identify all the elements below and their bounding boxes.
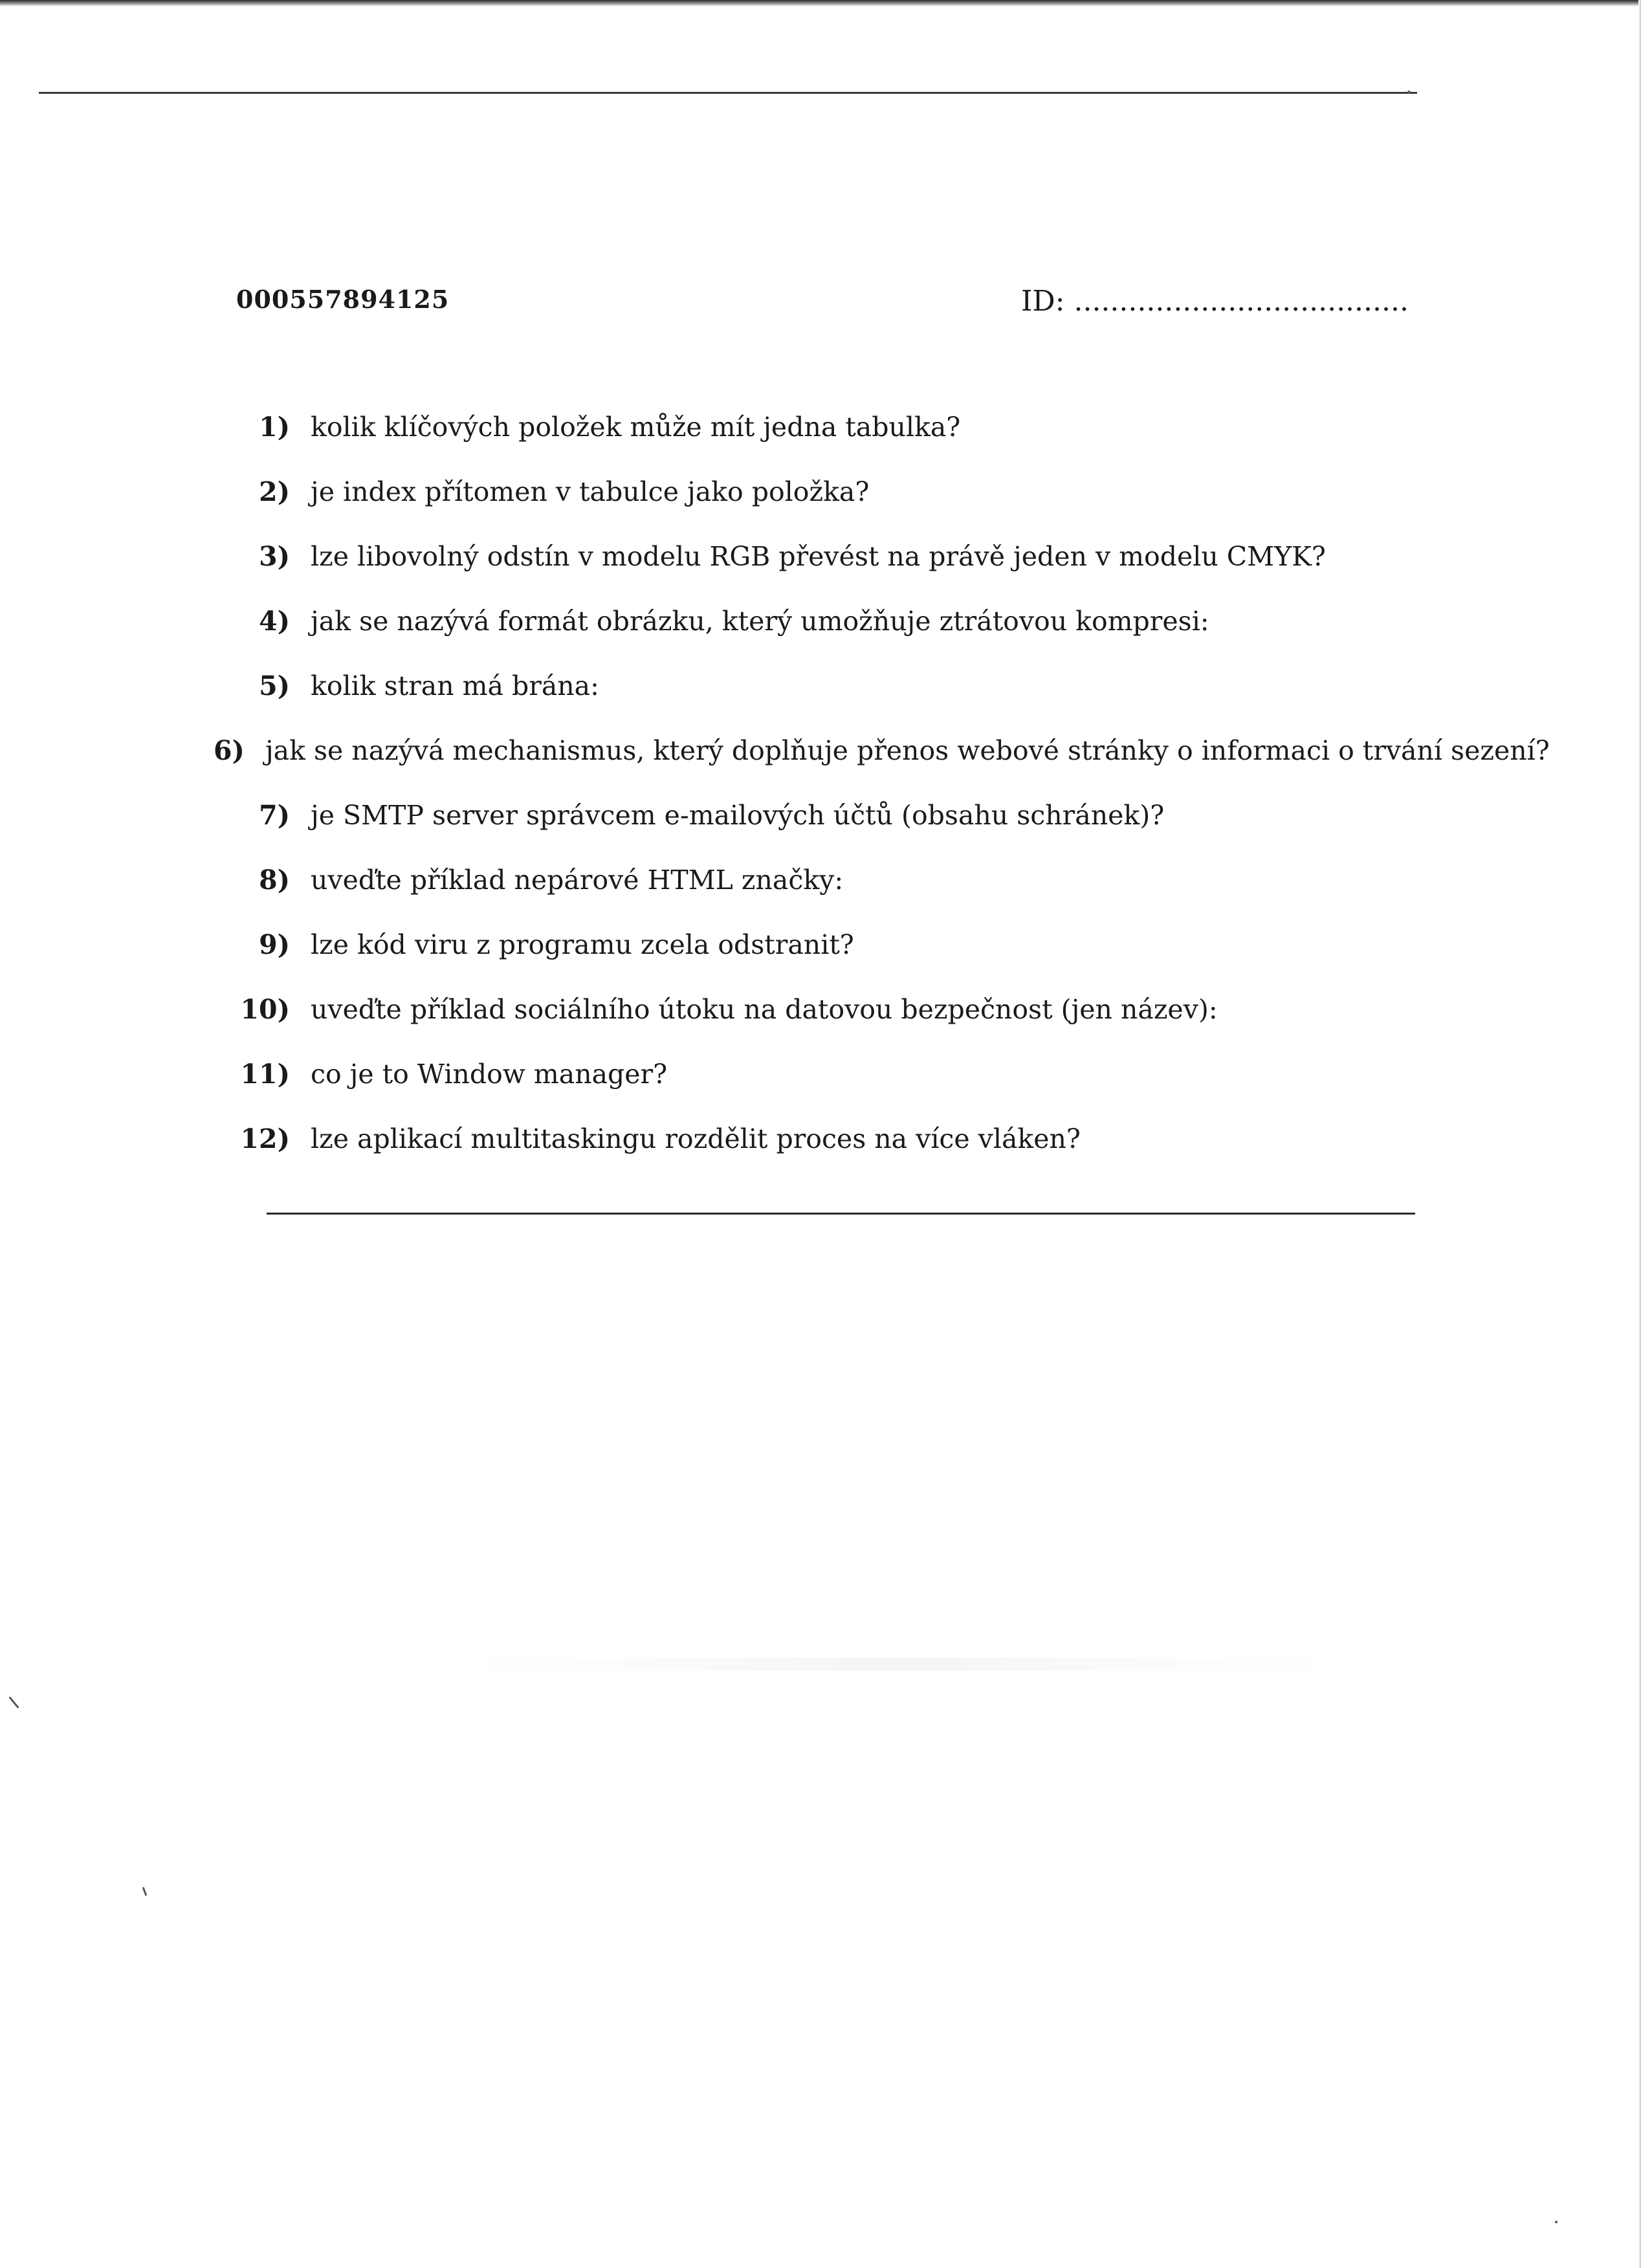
bottom-rule	[267, 1213, 1415, 1215]
question-text: jak se nazývá mechanismus, který doplňuje přenos webové stránky o informaci o trvání sezení?	[265, 735, 1550, 766]
question-text: kolik klíčových položek může mít jedna tabulka?	[311, 412, 961, 443]
question-item	[214, 606, 1508, 670]
question-item	[214, 670, 1508, 735]
question-item	[214, 864, 1508, 929]
show-through-mark	[466, 1658, 1333, 1671]
question-text: lze aplikací multitaskingu rozdělit proces na více vláken?	[311, 1123, 1081, 1154]
question-text: je index přítomen v tabulce jako položka?	[311, 476, 870, 507]
question-number: 1)	[259, 412, 290, 443]
question-text: lze libovolný odstín v modelu RGB převést na právě jeden v modelu CMYK?	[311, 541, 1326, 572]
question-item	[214, 412, 1508, 476]
question-number: 6)	[214, 735, 245, 766]
question-number: 10)	[240, 994, 290, 1025]
question-number: 5)	[259, 670, 290, 701]
question-item	[214, 800, 1508, 864]
question-text: co je to Window manager?	[311, 1059, 668, 1090]
question-item	[214, 1059, 1508, 1123]
question-number: 3)	[259, 541, 290, 572]
top-rule	[39, 92, 1417, 94]
question-item	[214, 994, 1508, 1059]
question-number: 2)	[259, 476, 290, 507]
question-number: 8)	[259, 864, 290, 896]
question-text: kolik stran má brána:	[311, 670, 599, 701]
question-item	[214, 929, 1508, 994]
question-item	[214, 476, 1508, 541]
scan-edge-top	[0, 0, 1641, 6]
id-field: ID: .....................................	[1021, 285, 1409, 318]
scan-speck	[142, 1887, 148, 1896]
question-item	[214, 541, 1508, 606]
scan-speck	[1407, 91, 1411, 94]
question-text: uveďte příklad sociálního útoku na datovou bezpečnost (jen název):	[311, 994, 1218, 1025]
question-item	[214, 1123, 1508, 1188]
question-text: uveďte příklad nepárové HTML značky:	[311, 864, 844, 896]
question-number: 7)	[259, 800, 290, 831]
question-number: 4)	[259, 606, 290, 637]
scan-speck	[8, 1697, 19, 1709]
question-number: 12)	[240, 1123, 290, 1154]
scan-edge-right	[1638, 0, 1641, 2268]
question-item	[214, 735, 1550, 800]
question-text: je SMTP server správcem e-mailových účtů (obsahu schránek)?	[311, 800, 1165, 831]
question-list	[214, 412, 1550, 1188]
question-text: jak se nazývá formát obrázku, který umožňuje ztrátovou kompresi:	[311, 606, 1209, 637]
question-text: lze kód viru z programu zcela odstranit?	[311, 929, 854, 960]
document-code: 000557894125	[236, 285, 450, 314]
scan-speck	[1555, 2221, 1558, 2223]
question-number: 9)	[259, 929, 290, 960]
question-number: 11)	[240, 1059, 290, 1090]
